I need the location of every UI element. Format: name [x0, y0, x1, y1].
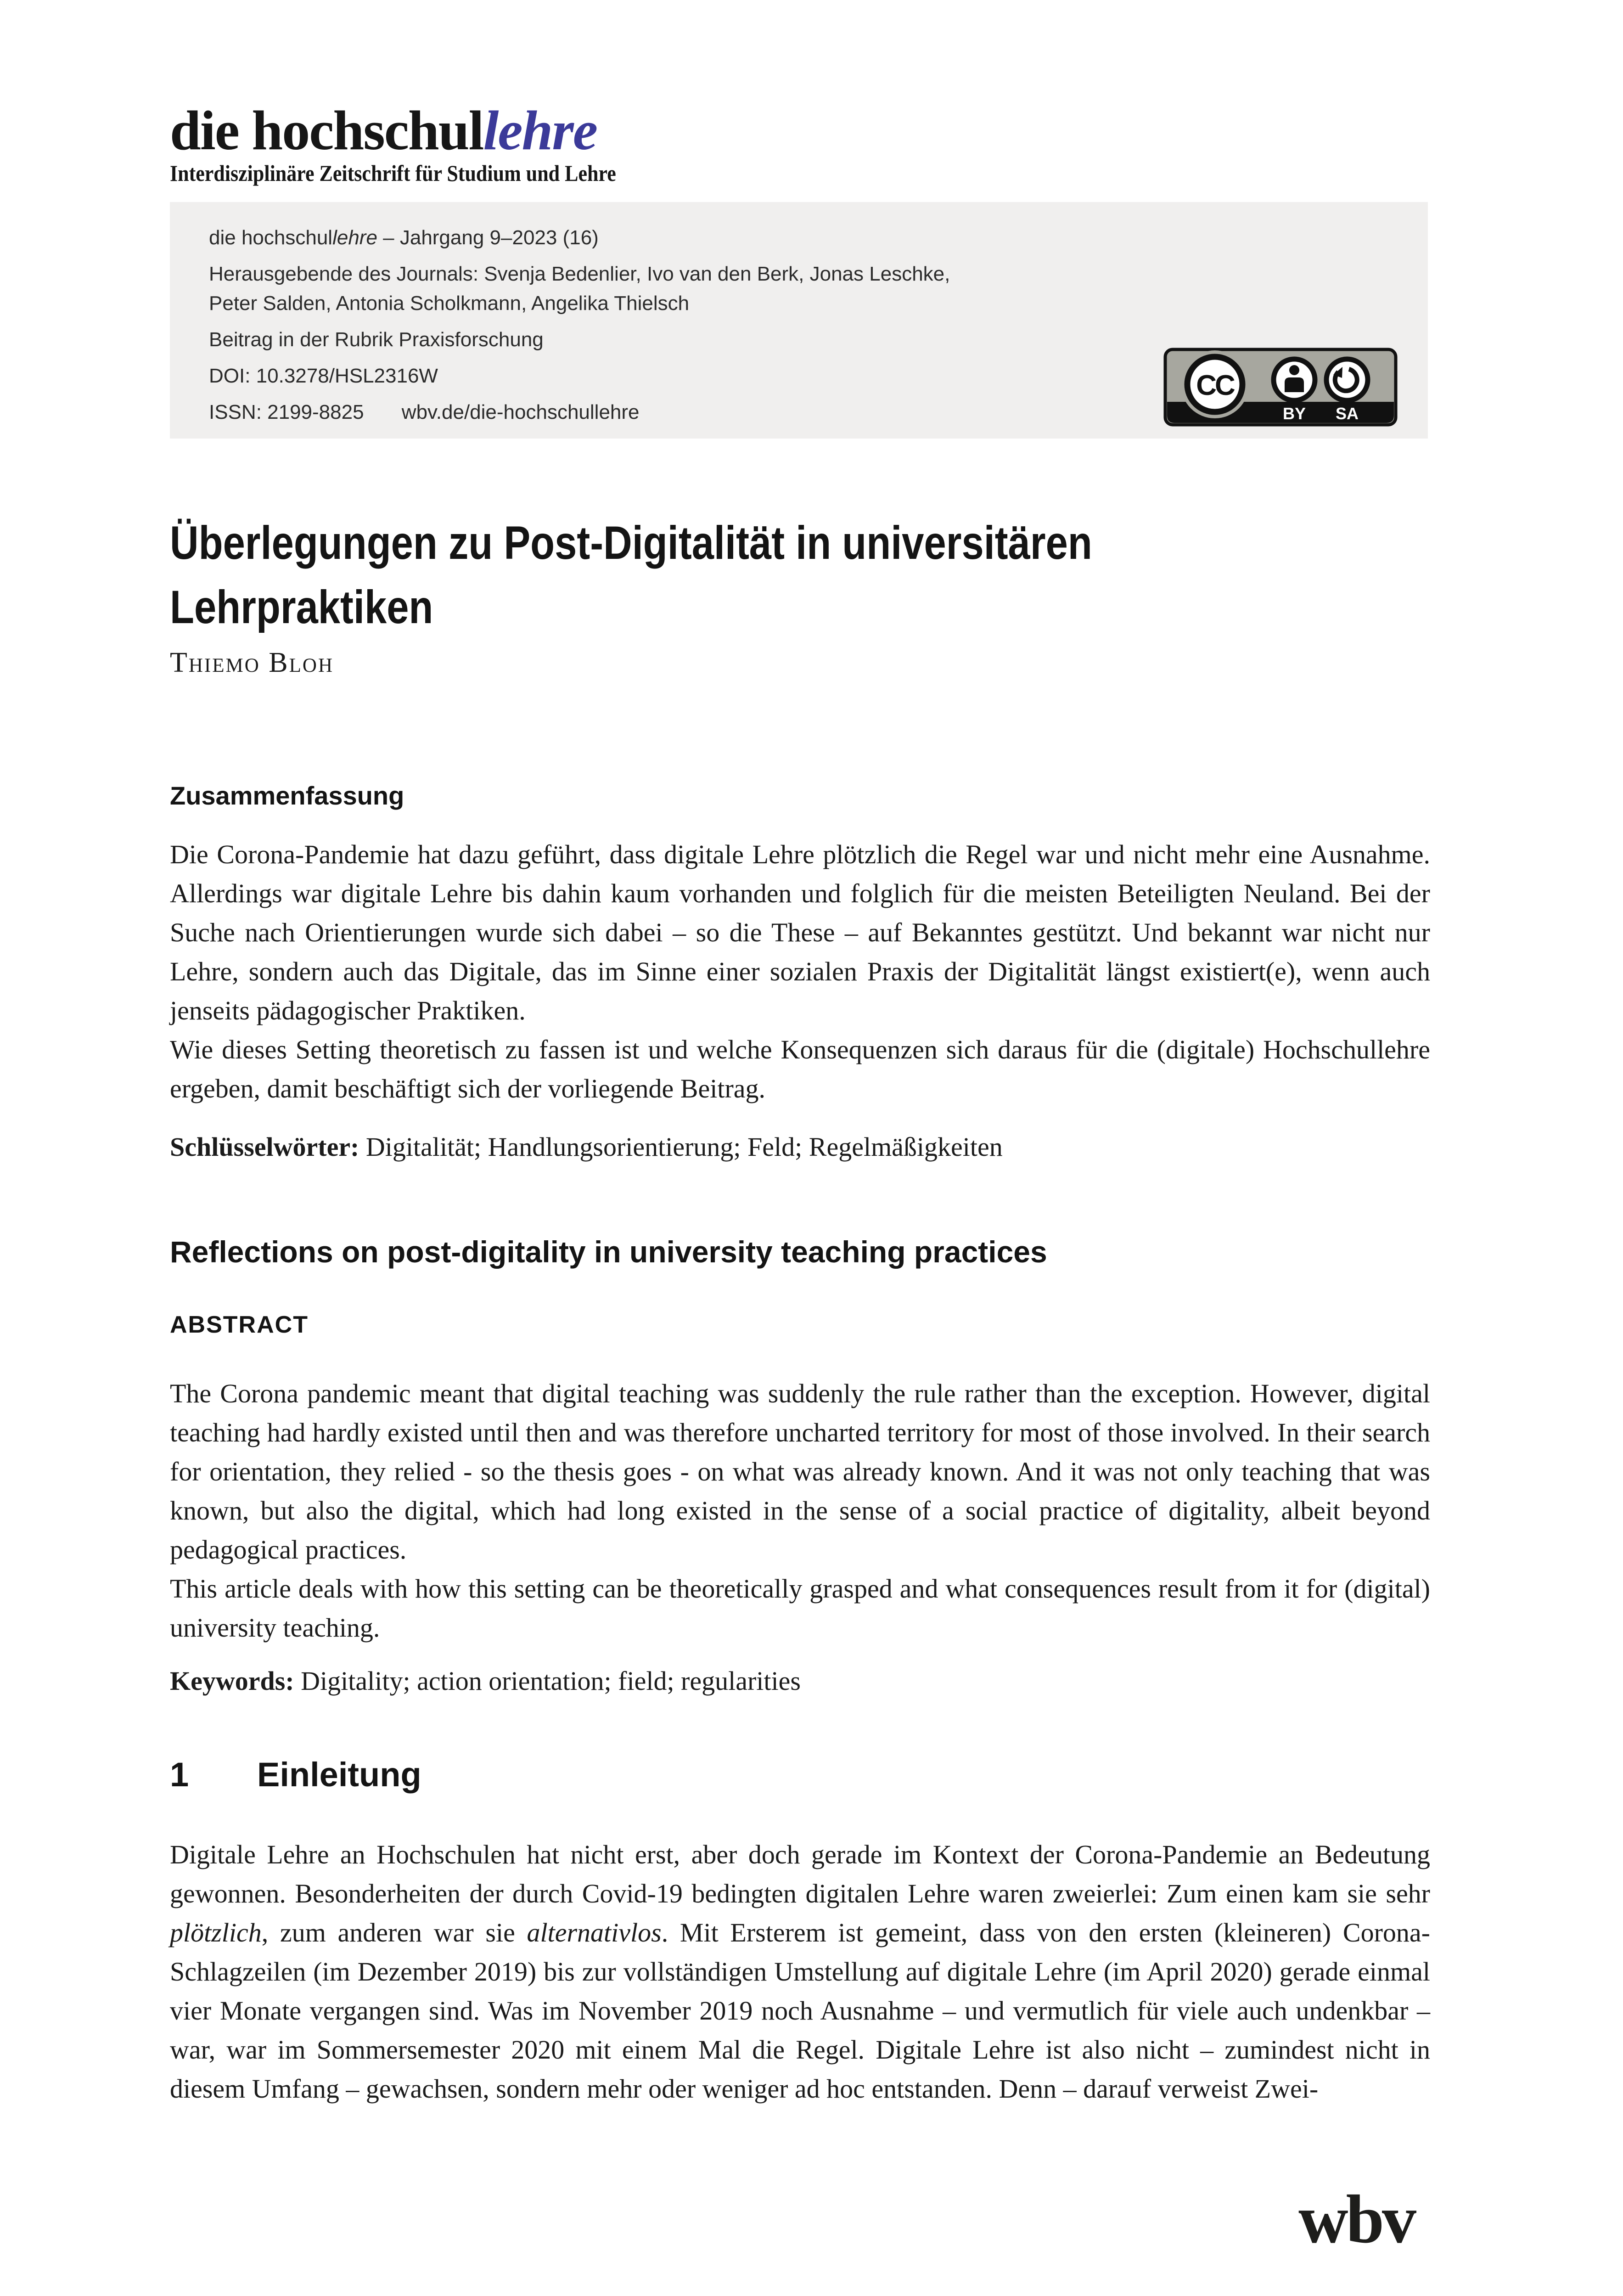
- journal-logo: [170, 100, 677, 186]
- keywords-de: [170, 1127, 1430, 1166]
- abstract-de-p2: Wie dieses Setting theoretisch zu fassen ist und welche Konsequenzen sich daraus für die (digitale) Hochschullehre ergeben, damit beschäftigt sich der vorliegende Beitrag.: [170, 1035, 1430, 1103]
- abstract-en-p1: The Corona pandemic meant that digital teaching was suddenly the rule rather than the exception. However, digital teaching had hardly existed until then and was therefore uncharted territory for most of those involved. In their search for orientation, they relied - so the thesis goes - on what was already known. And it was not only teaching that was known, but also the digital, which had long existed in the sense of a social practice of digitality, albeit beyond pedagogical practices.: [170, 1379, 1430, 1564]
- journal-name-italic: lehre: [332, 226, 377, 249]
- keywords-en-label: Keywords:: [170, 1666, 294, 1696]
- article-title-line-1: Überlegungen zu Post-Digitalität in universitären: [170, 517, 1092, 569]
- abstract-en: [170, 1374, 1430, 1647]
- journal-issue-line: [209, 223, 1389, 253]
- keywords-en: [170, 1661, 1430, 1700]
- abstract-en-p2: This article deals with how this setting can be theoretically grasped and what consequences result from it for (digital) university teaching.: [170, 1574, 1430, 1643]
- keywords-en-list: Digitality; action orientation; field; regularities: [294, 1666, 801, 1696]
- abstract-de: [170, 835, 1430, 1108]
- cc-icon-label: CC: [1196, 370, 1234, 401]
- journal-issue: – Jahrgang 9–2023 (16): [377, 226, 599, 249]
- intro-text-1: Digitale Lehre an Hochschulen hat nicht erst, aber doch gerade im Kontext der Corona-Pandemie an Bedeutung gewonnen. Besonderheiten der durch Covid-19 bedingten digitalen Lehre waren zweierlei: Zum einen kam sie sehr: [170, 1840, 1430, 1908]
- article-author: Thiemo Bloh: [170, 647, 334, 678]
- cc-by-sa-badge[interactable]: [1163, 348, 1398, 427]
- section-1-paragraph: [170, 1835, 1430, 2108]
- editors-line-2: Peter Salden, Antonia Scholkmann, Angelika Thielsch: [209, 292, 690, 315]
- person-body: [1285, 377, 1304, 392]
- cc-by-sa-badge-graphic: [1163, 348, 1398, 427]
- article-title-line-2: Lehrpraktiken: [170, 581, 433, 633]
- share-alike-icon: [1326, 359, 1368, 400]
- intro-italic-1: plötzlich: [170, 1918, 262, 1947]
- intro-italic-2: alternativlos: [527, 1918, 662, 1947]
- keywords-de-list: Digitalität; Handlungsorientierung; Feld; Regelmäßigkeiten: [359, 1132, 1003, 1162]
- journal-logo-wordmark: [170, 100, 677, 162]
- logo-text-accent: lehre: [483, 100, 597, 162]
- publisher-logo: wbv: [1298, 2181, 1414, 2257]
- journal-info-box: [170, 202, 1428, 439]
- summary-heading-de: Zusammenfassung: [170, 781, 404, 810]
- sa-label: SA: [1335, 404, 1359, 423]
- section-1-number: 1: [170, 1756, 189, 1794]
- article-title: [170, 511, 1092, 639]
- journal-name-roman: die hochschul: [209, 226, 333, 249]
- section-1-body: [170, 1835, 1430, 2108]
- abstract-label-en: ABSTRACT: [170, 1311, 309, 1338]
- keywords-de-label: Schlüsselwörter:: [170, 1132, 359, 1162]
- intro-text-3: . Mit Ersterem ist gemeint, dass von den ersten (kleineren) Corona-Schlagzeilen (im Dezember 2019) bis zur vollständigen Umstellung auf digitale Lehre (im April 2020) gerade einmal vier Monate vergangen sind. Was im November 2019 noch Ausnahme – und vermutlich für viele auch undenkbar – war, war im Sommersemester 2020 mit einem Mal die Regel. Digitale Lehre ist also nicht – zumindest nicht in diesem Umfang – gewachsen, sondern mehr oder weniger ad hoc entstanden. Denn – darauf verweist Zwei-: [170, 1918, 1430, 2104]
- editors-line-1: Herausgebende des Journals: Svenja Bedenlier, Ivo van den Berk, Jonas Leschke,: [209, 263, 950, 285]
- person-head: [1289, 365, 1299, 375]
- abstract-de-p1: Die Corona-Pandemie hat dazu geführt, dass digitale Lehre plötzlich die Regel war und nicht mehr eine Ausnahme. Allerdings war digitale Lehre bis dahin kaum vorhanden und folglich für die meisten Beteiligten Neuland. Bei der Suche nach Orientierungen wurde sich dabei – so die These – auf Bekanntes gestützt. Und bekannt war nicht nur Lehre, sondern auch das Digitale, das im Sinne einer sozialen Praxis der Digitalität längst existiert(e), wenn auch jenseits pädagogischer Praktiken.: [170, 839, 1430, 1025]
- rubric-line: Beitrag in der Rubrik Praxisforschung: [209, 328, 544, 351]
- section-1-heading: [170, 1755, 421, 1794]
- journal-tagline: Interdisziplinäre Zeitschrift für Studium und Lehre: [170, 160, 616, 186]
- by-label: BY: [1282, 404, 1306, 423]
- logo-text-black: die hochschul: [170, 100, 483, 162]
- journal-website-link[interactable]: wbv.de/die-hochschullehre: [401, 401, 640, 423]
- issn-value: ISSN: 2199-8825: [209, 401, 364, 423]
- section-1-title: Einleitung: [257, 1756, 421, 1794]
- doi-line[interactable]: DOI: 10.3278/HSL2316W: [209, 365, 438, 387]
- article-title-en: Reflections on post-digitality in university teaching practices: [170, 1235, 1047, 1269]
- intro-text-2: , zum anderen war sie: [261, 1918, 527, 1947]
